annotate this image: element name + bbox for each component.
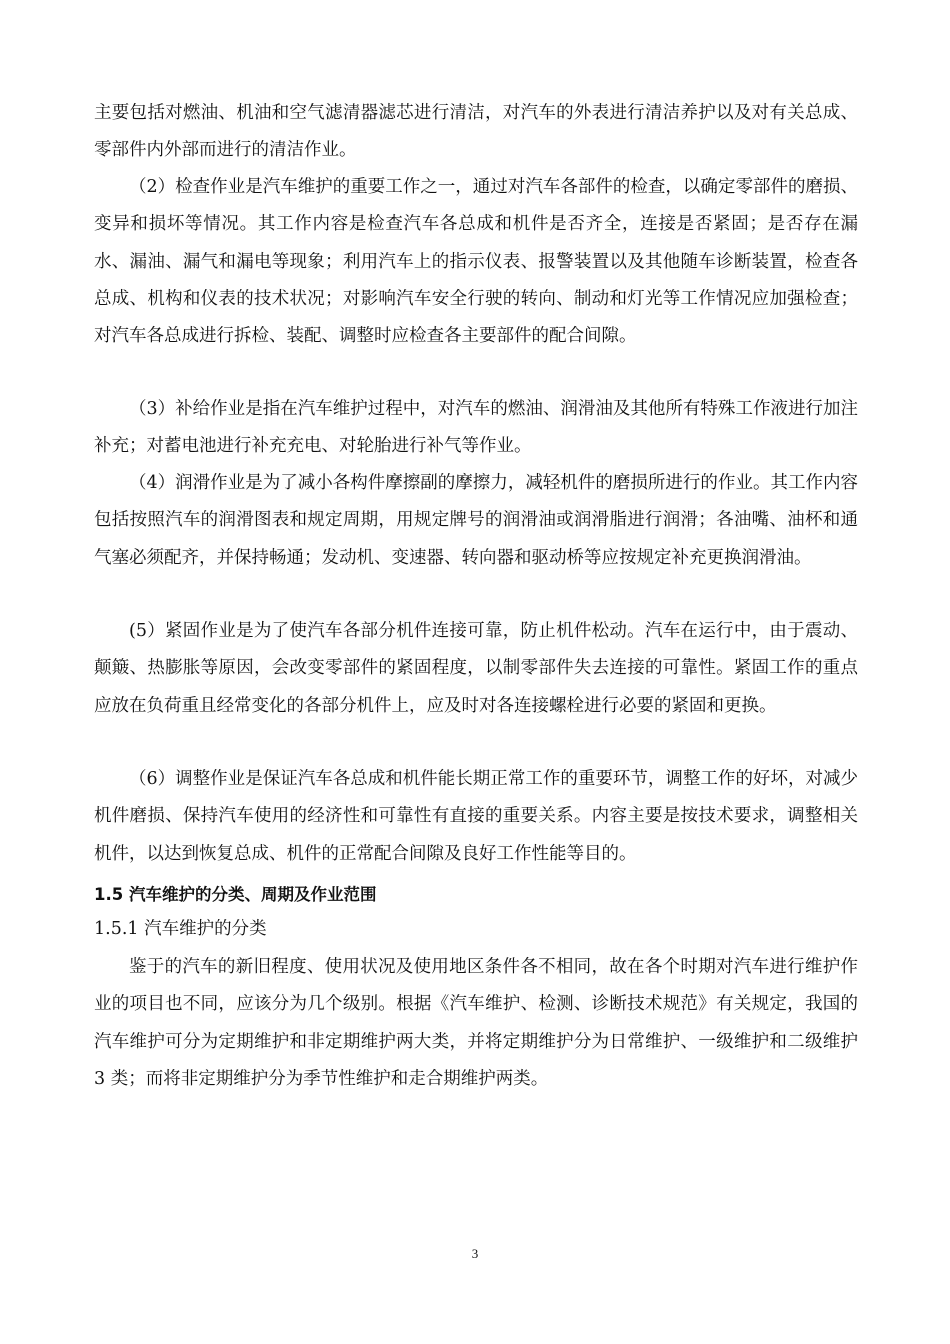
paragraph-maintenance-classification: 鉴于的汽车的新旧程度、使用状况及使用地区条件各不相同，故在各个时期对汽车进行维护作业的项目也不同，应该分为几个级别。根据《汽车维护、检测、诊断技术规范》有关规定，我国的汽车维护可分为定期维护和非定期维护两大类，并将定期维护分为日常维护、一级维护和二级维护 3 类；而将非定期维护分为季节性维护和走合期维护两类。 <box>94 957 858 1089</box>
page-number: 3 <box>471 1246 479 1261</box>
paragraph-inspection: （2）检查作业是汽车维护的重要工作之一，通过对汽车各部件的检查，以确定零部件的磨损、变异和损坏等情况。其工作内容是检查汽车各总成和机件是否齐全，连接是否紧固；是否存在漏水、漏油、漏气和漏电等现象；利用汽车上的指示仪表、报警装置以及其他随车诊断装置，检查各总成、机构和仪表的技术状况；对影响汽车安全行驶的转向、制动和灯光等工作情况应加强检查；对汽车各总成进行拆检、装配、调整时应检查各主要部件的配合间隙。 <box>94 177 858 347</box>
paragraph-adjustment: （6）调整作业是保证汽车各总成和机件能长期正常工作的重要环节，调整工作的好坏，对减少机件磨损、保持汽车使用的经济性和可靠性有直接的重要关系。内容主要是按技术要求，调整相关机件，以达到恢复总成、机件的正常配合间隙及良好工作性能等目的。 <box>94 769 858 864</box>
paragraph-fastening: (5）紧固作业是为了使汽车各部分机件连接可靠，防止机件松动。汽车在运行中，由于震动、颠簸、热膨胀等原因，会改变零部件的紧固程度，以制零部件失去连接的可靠性。紧固工作的重点应放在负荷重且经常变化的各部分机件上，应及时对各连接螺栓进行必要的紧固和更换。 <box>94 621 858 716</box>
paragraph-cleaning-continued: 主要包括对燃油、机油和空气滤清器滤芯进行清洁，对汽车的外表进行清洁养护以及对有关总成、零部件内外部而进行的清洁作业。 <box>94 103 858 161</box>
subsection-heading: 1.5.1 汽车维护的分类 <box>94 919 267 939</box>
paragraph-replenishment: （3）补给作业是指在汽车维护过程中，对汽车的燃油、润滑油及其他所有特殊工作液进行加注补充；对蓄电池进行补充充电、对轮胎进行补气等作业。 <box>94 399 858 457</box>
paragraph-lubrication: （4）润滑作业是为了减小各构件摩擦副的摩擦力，减轻机件的磨损所进行的作业。其工作内容包括按照汽车的润滑图表和规定周期，用规定牌号的润滑油或润滑脂进行润滑；各油嘴、油杯和通气塞必须配齐，并保持畅通；发动机、变速器、转向器和驱动桥等应按规定补充更换润滑油。 <box>94 473 858 568</box>
section-heading: 1.5 汽车维护的分类、周期及作业范围 <box>94 885 377 904</box>
